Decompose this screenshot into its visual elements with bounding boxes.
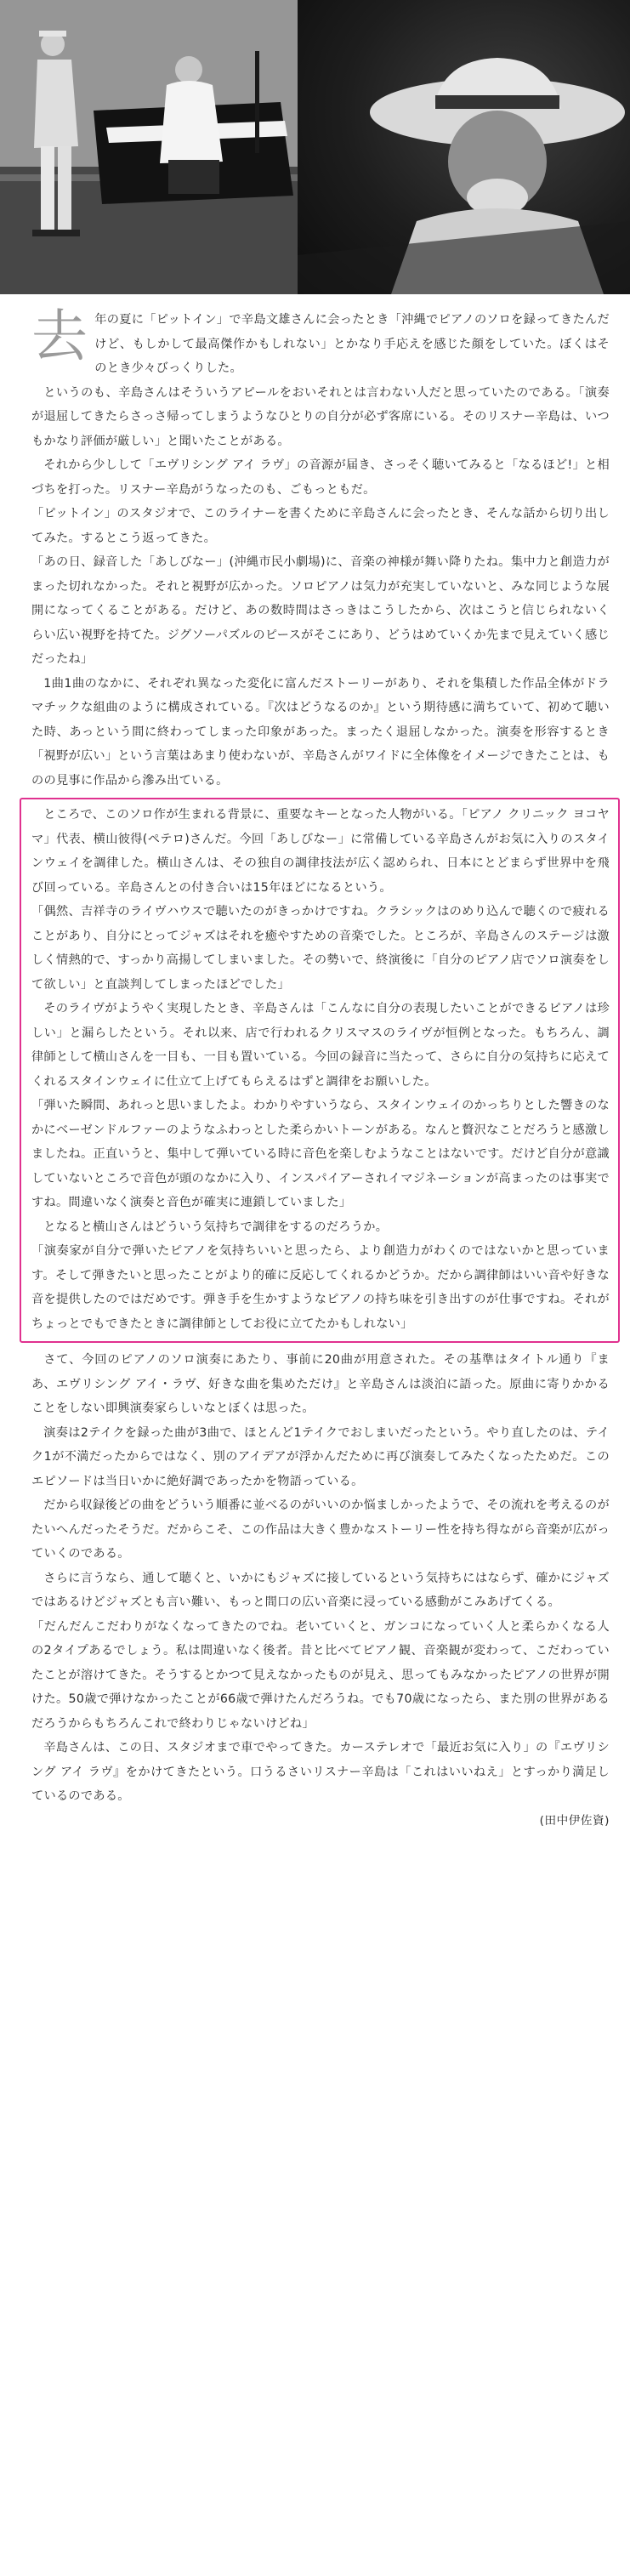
paragraph-1	[31, 304, 610, 381]
liner-notes-article	[31, 304, 610, 1833]
pianist-portrait-photo	[298, 0, 630, 294]
paragraph-4: 「ピットイン」のスタジオで、このライナーを書くために辛島さんに会ったとき、そんな話から切り出してみた。するとこう返ってきた。	[31, 507, 610, 545]
paragraph-2: というのも、辛島さんはそういうアピールをおいそれとは言わない人だと思っていたのである。「演奏が退屈してきたらさっさ帰ってしまうようなひとりの自分が必ず客席にいる。そのリスナー辛島は、いつもかなり評価が厳しい」と聞いたことがある。	[31, 385, 610, 448]
quote-paragraph-11: 「だんだんこだわりがなくなってきたのでね。老いていくと、ガンコになっていく人と柔らかくなる人の2タイプあるでしょう。私は間違いなく後者。昔と比べてピアノ観、音楽観が変わって、こだわっていたことが溶けてきた。そうするとかつて見えなかったものが見え、思ってもみなかったピアノの世界が開けた。50歳で弾けなかったことが66歳で弾けたんだろうね。でも70歳になったら、また別の世界があるだろうからもちろんこれで終わりじゃないけどね」	[31, 1619, 610, 1731]
paragraph-8: 演奏は2テイクを録った曲が3曲で、ほとんど1テイクでおしまいだったという。やり直したのは、テイク1が不満だったからではなく、別のアイデアが浮かんだために再び演奏してみたくなったためだ。このエピソードは当日いかに絶好調であったかを物語っている。	[31, 1425, 610, 1488]
paragraph-1-text: 年の夏に「ピットイン」で辛島文雄さんに会ったとき「沖縄でピアノのソロを録ってきたんだけど、もしかして最高傑作かもしれない」とかなり手応えを感じた顔をしていた。ぼくはそのとき少々びっくりした。	[94, 313, 610, 375]
highlight-paragraph-3: そのライヴがようやく実現したとき、辛島さんは「こんなに自分の表現したいことができるピアノは珍しい」と漏らしたという。それ以来、店で行われるクリスマスのライヴが恒例となった。もちろん、調律師として横山さんを一目も、一目も置いている。今回の録音に当たって、さらに自分の気持ちに応えてくれるスタインウェイに仕立て上げてもらえるはずと調律をお願いした。	[31, 1002, 610, 1089]
paragraph-6: 1曲1曲のなかに、それぞれ異なった変化に富んだストーリーがあり、それを集積した作品全体がドラマチックな組曲のように構成されている。『次はどうなるのか』という期待感に満ちていて、初めて聴いた時、あっという間に終わってしまった印象があった。まったく退屈しなかった。演奏を形容するとき「視野が広い」という言葉はあまり使わないが、辛島さんがワイドに全体像をイメージできたことは、ものの見事に作品から滲み出ている。	[31, 676, 610, 788]
paragraph-10: さらに言うなら、通して聴くと、いかにもジャズに接しているという気持ちにはならず、確かにジャズではあるけどジャズとも言い難い、もっと間口の広い音楽に浸っている感動がこみあげてくる。	[31, 1571, 610, 1609]
highlight-quote-2: 「偶然、吉祥寺のライヴハウスで聴いたのがきっかけですね。クラシックはのめり込んで聴くので疲れることがあり、自分にとってジャズはそれを癒やすための音楽でした。ところが、辛島さんのステージは激しく情熱的で、すっかり高揚してしまいました。その勢いで、終演後に「自分のピアノ店でソロ演奏をして欲しい」と直談判してしまったほどでした」	[31, 905, 610, 992]
header-photo-strip	[0, 0, 630, 294]
drop-cap: 去	[31, 304, 88, 369]
concert-stage-photo	[0, 0, 301, 294]
highlighted-section	[20, 798, 620, 1343]
paragraph-3: それから少しして「エヴリシング アイ ラヴ」の音源が届き、さっそく聴いてみると「なるほど!」と相づちを打った。リスナー辛島がうなったのも、ごもっともだ。	[31, 458, 610, 497]
highlight-paragraph-5: となると横山さんはどういう気持ちで調律をするのだろうか。	[43, 1220, 389, 1234]
paragraph-12: 辛島さんは、この日、スタジオまで車でやってきた。カーステレオで「最近お気に入り」の『エヴリシング アイ ラヴ』をかけてきたという。口うるさいリスナー辛島は「これはいいねえ」とすっかり満足しているのである。	[31, 1741, 610, 1803]
highlight-quote-4: 「弾いた瞬間、あれっと思いましたよ。わかりやすいうなら、スタインウェイのかっちりとした響きのなかにベーゼンドルファーのようなふわっとした柔らかいトーンがある。なんと贅沢なことだろうと感激しましたね。正直いうと、集中して弾いている時に音色を楽しむようなことはないです。だけど自分が意識していないところで音色が頭のなかに入り、インスパイアーされイマジネーションが高まったのは事実ですね。間違いなく演奏と音色が確実に連鎖していました」	[31, 1099, 610, 1209]
paragraph-7: さて、今回のピアノのソロ演奏にあたり、事前に20曲が用意された。その基準はタイトル通り『まあ、エヴリシング アイ・ラヴ、好きな曲を集めただけ』と辛島さんは淡泊に語った。原曲に寄りかかることをしない即興演奏家らしいなとぼくは思った。	[31, 1353, 610, 1415]
highlight-quote-6: 「演奏家が自分で弾いたピアノを気持ちいいと思ったら、より創造力がわくのではないかと思っています。そして弾きたいと思ったことがより的確に反応してくれるかどうか。だから調律師はいい音や好きな音を提供したのではだめです。弾き手を生かすようなピアノの持ち味を引き出すのが仕事ですね。それがちょっとでもできたときに調律師としてお役に立てたかもしれない」	[31, 1244, 610, 1331]
quote-paragraph-5: 「あの日、録音した「あしびなー」(沖縄市民小劇場)に、音楽の神様が舞い降りたね。集中力と創造力がまった切れなかった。それと視野が広かった。ソロピアノは気力が充実していないと、みな同じような展開になってくることがある。だけど、あの数時間はさっきはこうしたから、次はこうと信じられないくらい広い視野を持てた。ジグソーパズルのピースがそこにあり、どうはめていくか先まで見えていく感じだったね」	[31, 555, 610, 666]
highlight-paragraph-1: ところで、このソロ作が生まれる背景に、重要なキーとなった人物がいる。「ピアノ クリニック ヨコヤマ」代表、横山彼得(ペテロ)さんだ。今回「あしびなー」に常備している辛島さんがお気に入りのスタインウェイを調律した。横山さんは、その独自の調律技法が広く認められ、日本にとどまらず世界中を飛び回っている。辛島さんとの付き合いは15年ほどになるという。	[31, 808, 610, 895]
paragraph-9: だから収録後どの曲をどういう順番に並べるのがいいのか悩ましかったようで、その流れを考えるのがたいへんだったそうだ。だからこそ、この作品は大きく豊かなストーリー性を持ち得ながら音楽が広がっていくのである。	[31, 1498, 610, 1561]
author-byline: (田中伊佐資)	[539, 1813, 610, 1828]
